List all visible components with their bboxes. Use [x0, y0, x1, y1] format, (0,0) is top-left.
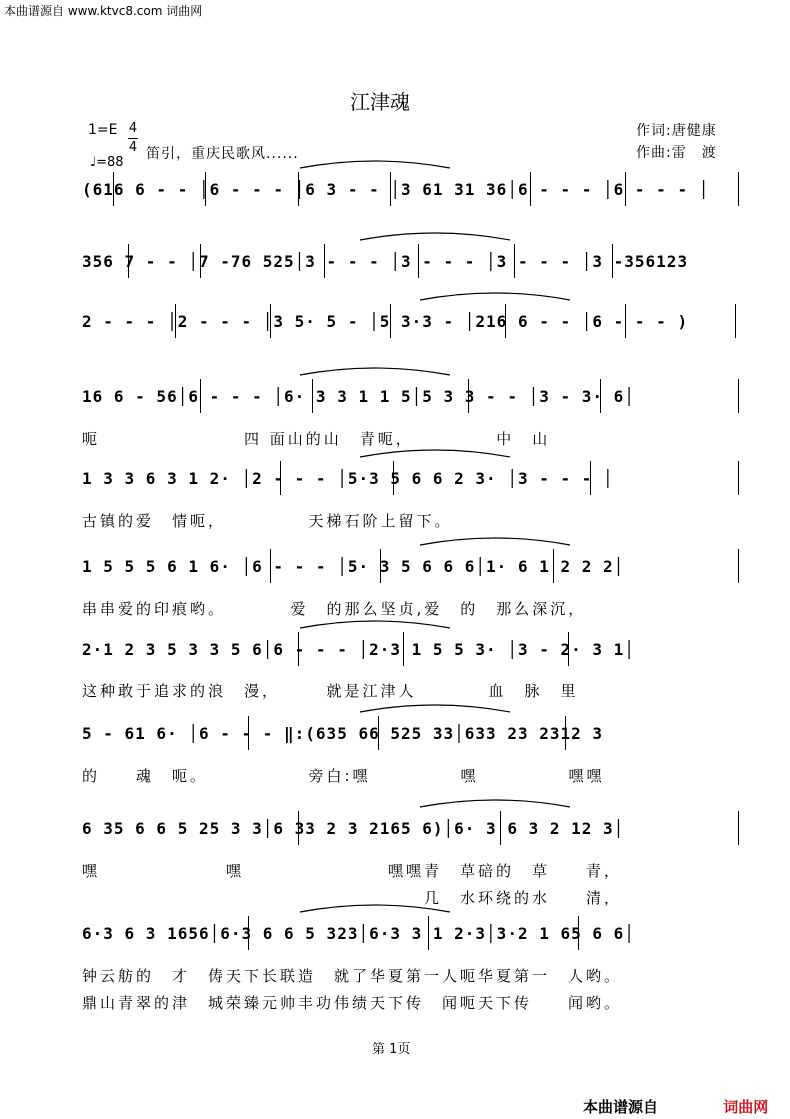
intro-note: 笛引，重庆民歌风......: [146, 146, 299, 162]
slur-arc: [300, 905, 450, 912]
notation-line: 356 7 - - │7 -76 525│3 - - - │3 - - - │3 - - - │3 -356123: [82, 252, 689, 271]
lyric-line: 的 魂 呃。 旁白:嘿 嘿 嘿嘿: [82, 767, 605, 785]
lyric-line: 几 水环绕的水 清，: [82, 889, 623, 907]
notation-line: 16 6 - 56│6 - - - │6· 3 3 1 1 5│5 3 3 - - │3 - 3· 6│: [82, 387, 635, 406]
lyric-line: 呃 四 面山的山 青呃， 中 山: [82, 430, 551, 448]
notation-line: (616 6 - - │6 - - - │6 3 - - │3 61 31 36│6 - - - │6 - - - │: [82, 180, 710, 199]
footer-source-label: 本曲谱源自: [583, 1098, 659, 1116]
song-title: 江津魂: [350, 90, 410, 114]
time-sig-bottom: 4: [128, 140, 138, 155]
notation-line: 5 - 61 6· │6 - - - ‖:(635 66 525 33│633 23 2312 3: [82, 724, 604, 743]
footer-source: [583, 1096, 768, 1117]
composer-credit: 作曲:雷 渡: [636, 145, 717, 161]
lyric-line: 鼎山青翠的津 城荣臻元帅丰功伟绩天下传 闻呃天下传 闻哟。: [82, 994, 623, 1012]
notation-line: 1 5 5 5 6 1 6· │6 - - - │5· 3 5 6 6 6│1· 6 1 2 2 2│: [82, 557, 625, 576]
footer-site-label: 词曲网: [723, 1098, 769, 1116]
key-signature: 1=E: [88, 122, 118, 138]
time-sig-top: 4: [128, 121, 138, 136]
lyric-line: 这种敢于追求的浪 漫， 就是江津人 血 脉 里: [82, 682, 579, 700]
lyric-line: 古镇的爱 情呃， 天梯石阶上留下。: [82, 512, 453, 530]
header-source-text: 本曲谱源自 www.ktvc8.com 词曲网: [4, 4, 203, 18]
notation-line: 6·3 6 3 1656│6·3 6 6 5 323│6·3 3 1 2·3│3·2 1 65 6 6│: [82, 924, 635, 943]
notation-line: 1 3 3 6 3 1 2· │2 - - - │5·3 5 6 6 2 3· │3 - - - │: [82, 469, 614, 488]
page-number: 第 1页: [372, 1042, 411, 1057]
lyric-line: 串串爱的印痕哟。 爱 的那么坚贞,爱 的 那么深沉，: [82, 600, 587, 618]
lyric-line: 嘿 嘿 嘿嘿青 草碚的 草 青，: [82, 862, 623, 880]
lyricist-credit: 作词:唐健康: [636, 123, 717, 139]
lyric-line: 钟云舫的 才 俦天下长联造 就了华夏第一人呃华夏第一 人哟。: [82, 967, 623, 985]
notation-line: 2·1 2 3 5 3 3 5 6│6 - - - │2·3 1 5 5 3· │3 - 2· 3 1│: [82, 640, 635, 659]
tempo-marking: ♩=88: [90, 155, 124, 170]
notation-line: 2 - - - │2 - - - │3 5· 5 - │5 3·3 - │216 6 - - │6 - - - ): [82, 312, 689, 331]
notation-line: 6 35 6 6 5 25 3 3│6 33 2 3 2165 6)│6· 3 6 3 2 12 3│: [82, 819, 625, 838]
